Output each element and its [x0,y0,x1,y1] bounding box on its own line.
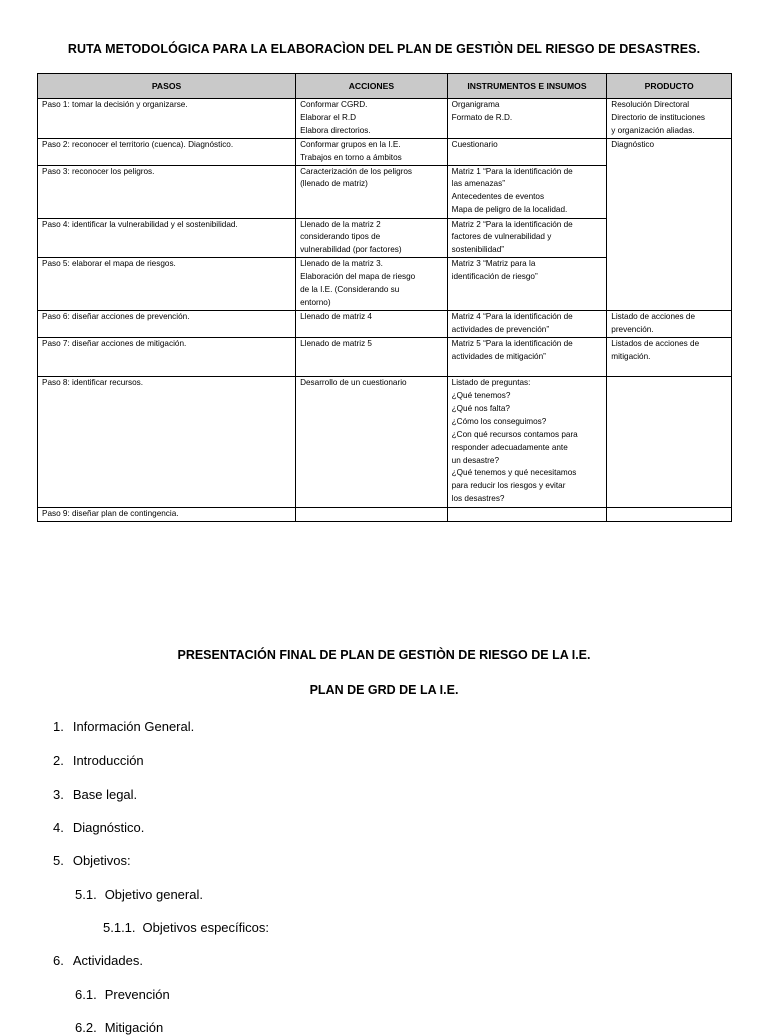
cell-paso [38,138,296,165]
cell-line: Matriz 5 “Para la identificación de [451,339,573,349]
table-row [38,99,732,139]
cell-line: actividades de prevención” [451,325,550,335]
cell-line: Conformar grupos en la I.E. [300,139,401,149]
cell-line: ¿Cómo los conseguimos? [451,416,547,426]
cell-line: entorno) [300,297,331,307]
cell-acciones [296,218,448,258]
cell-line: Diagnóstico [611,139,655,149]
header-acciones: ACCIONES [296,74,448,99]
cell-line: un desastre? [451,455,500,465]
toc-item [53,953,143,968]
cell-instrumentos [447,138,607,165]
table-row [38,138,732,165]
cell-instrumentos [447,311,607,338]
cell-line: Elaboración del mapa de riesgo [300,272,416,282]
cell-acciones [296,258,448,311]
toc-text: Objetivos: [72,853,131,868]
cell-paso [38,218,296,258]
table-header-row [38,74,732,99]
cell-line: y organización aliadas. [611,125,695,135]
toc-item [53,753,144,768]
cell-producto [607,99,732,139]
cell-line: Paso 7: diseñar acciones de mitigación. [42,339,187,349]
page-heading: RUTA METODOLÓGICA PARA LA ELABORACÌON DEL PLAN DE GESTIÒN DEL RIESGO DE DESASTRES. [67,42,701,56]
toc-number: 5.1. [75,887,97,902]
ruta-table [37,73,732,522]
cell-line: factores de vulnerabilidad y [451,232,552,242]
cell-line: Caracterización de los peligros [300,166,413,176]
header-instrumentos: INSTRUMENTOS E INSUMOS [447,74,607,99]
toc-item [75,1020,163,1035]
toc-text: Base legal. [72,787,138,802]
cell-line: Formato de R.D. [451,112,513,122]
cell-line: Mapa de peligro de la localidad. [451,205,568,215]
toc-number: 5.1.1. [103,920,136,935]
toc-text: Objetivos específicos: [142,920,269,935]
cell-acciones [296,138,448,165]
cell-line: (llenado de matriz) [300,179,368,189]
cell-line: vulnerabilidad (por factores) [300,245,402,255]
cell-line: Matriz 4 “Para la identificación de [451,312,573,322]
cell-acciones [296,338,448,377]
cell-line: identificación de riesgo” [451,272,538,282]
toc-text: Introducción [72,753,144,768]
table-row [38,508,732,522]
cell-paso [38,508,296,522]
cell-line: Trabajos en torno a ámbitos [300,152,402,162]
cell-instrumentos [447,258,607,311]
cell-instrumentos [447,218,607,258]
cell-line: Organigrama [451,100,500,109]
cell-line: Llenado de matriz 5 [300,339,372,349]
cell-line: actividades de mitigación” [451,351,546,361]
cell-line: prevención. [611,325,654,335]
cell-line: Paso 5: elaborar el mapa de riesgos. [42,259,176,269]
cell-line: Antecedentes de eventos [451,192,545,202]
cell-line: ¿Qué tenemos? [451,390,511,400]
cell-instrumentos [447,99,607,139]
toc-item [53,787,137,802]
toc-number: 5. [53,853,64,868]
toc-number: 2. [53,753,64,768]
toc-number: 6. [53,953,64,968]
cell-line: Conformar CGRD. [300,100,368,109]
cell-line: Matriz 2 “Para la identificación de [451,219,573,229]
toc-item [53,820,144,835]
cell-line: Matriz 3 “Matriz para la [451,259,536,269]
cell-instrumentos [447,377,607,508]
cell-paso [38,338,296,377]
cell-line: de la I.E. (Considerando su [300,285,400,295]
toc-text: Prevención [104,987,170,1002]
cell-paso [38,165,296,218]
section-subtitle: PLAN DE GRD DE LA I.E. [309,683,459,697]
toc-item [53,853,131,868]
header-pasos: PASOS [38,74,296,99]
table-row [38,338,732,377]
table-row [38,377,732,508]
cell-line: ¿Con qué recursos contamos para [451,429,578,439]
cell-paso [38,258,296,311]
cell-line: Cuestionario [451,139,498,149]
cell-line: para reducir los riesgos y evitar [451,481,566,491]
toc-number: 6.1. [75,987,97,1002]
cell-instrumentos [447,508,607,522]
toc-text: Diagnóstico. [72,820,145,835]
toc-number: 6.2. [75,1020,97,1035]
cell-instrumentos [447,165,607,218]
section-title: PRESENTACIÓN FINAL DE PLAN DE GESTIÒN DE RIESGO DE LA I.E. [177,648,591,662]
cell-line: las amenazas” [451,179,505,189]
toc-text: Mitigación [104,1020,164,1035]
cell-producto [607,338,732,377]
cell-line: sostenibilidad” [451,245,505,255]
cell-line: Paso 9: diseñar plan de contingencia. [42,509,179,519]
toc-number: 4. [53,820,64,835]
cell-line: Elaborar el R.D [300,112,357,122]
cell-acciones [296,377,448,508]
cell-paso [38,311,296,338]
toc-item [103,920,269,935]
cell-acciones [296,99,448,139]
cell-acciones [296,508,448,522]
cell-producto [607,508,732,522]
toc-text: Actividades. [72,953,143,968]
cell-line: Llenado de la matriz 2 [300,219,381,229]
cell-producto [607,377,732,508]
cell-producto [607,138,732,311]
cell-line: Matriz 1 “Para la identificación de [451,166,573,176]
cell-line: Listado de acciones de [611,312,696,322]
cell-line: ¿Qué nos falta? [451,403,510,413]
cell-line: Listados de acciones de [611,339,700,349]
toc-item [75,887,203,902]
cell-line: los desastres? [451,494,505,504]
cell-line: Desarrollo de un cuestionario [300,378,407,388]
toc-number: 3. [53,787,64,802]
toc-item [75,987,170,1002]
cell-line: Elabora directorios. [300,125,371,135]
cell-producto [607,311,732,338]
cell-line: Llenado de la matriz 3. [300,259,383,269]
cell-acciones [296,311,448,338]
cell-line: Listado de preguntas: [451,378,531,388]
cell-instrumentos [447,338,607,377]
cell-line: Paso 6: diseñar acciones de prevención. [42,312,190,322]
cell-paso [38,377,296,508]
toc-number: 1. [53,719,64,734]
cell-acciones [296,165,448,218]
cell-line: Llenado de matriz 4 [300,312,372,322]
cell-line: responder adecuadamente ante [451,442,568,452]
toc-text: Información General. [72,719,195,734]
cell-line: mitigación. [611,351,651,361]
cell-line: Paso 4: identificar la vulnerabilidad y el sostenibilidad. [42,219,238,229]
cell-paso [38,99,296,139]
cell-line: considerando tipos de [300,232,381,242]
cell-line: Paso 3: reconocer los peligros. [42,166,155,176]
cell-line: ¿Qué tenemos y qué necesitamos [451,468,577,478]
cell-line: Paso 2: reconocer el territorio (cuenca). Diagnóstico. [42,139,234,149]
toc-text: Objetivo general. [104,887,203,902]
cell-line: Resolución Directoral [611,100,690,109]
cell-line: Paso 8: identificar recursos. [42,378,144,388]
toc-item [53,719,194,734]
table-row [38,311,732,338]
cell-line: Directorio de instituciones [611,112,706,122]
header-producto: PRODUCTO [607,74,732,99]
cell-line: Paso 1: tomar la decisión y organizarse. [42,100,188,109]
